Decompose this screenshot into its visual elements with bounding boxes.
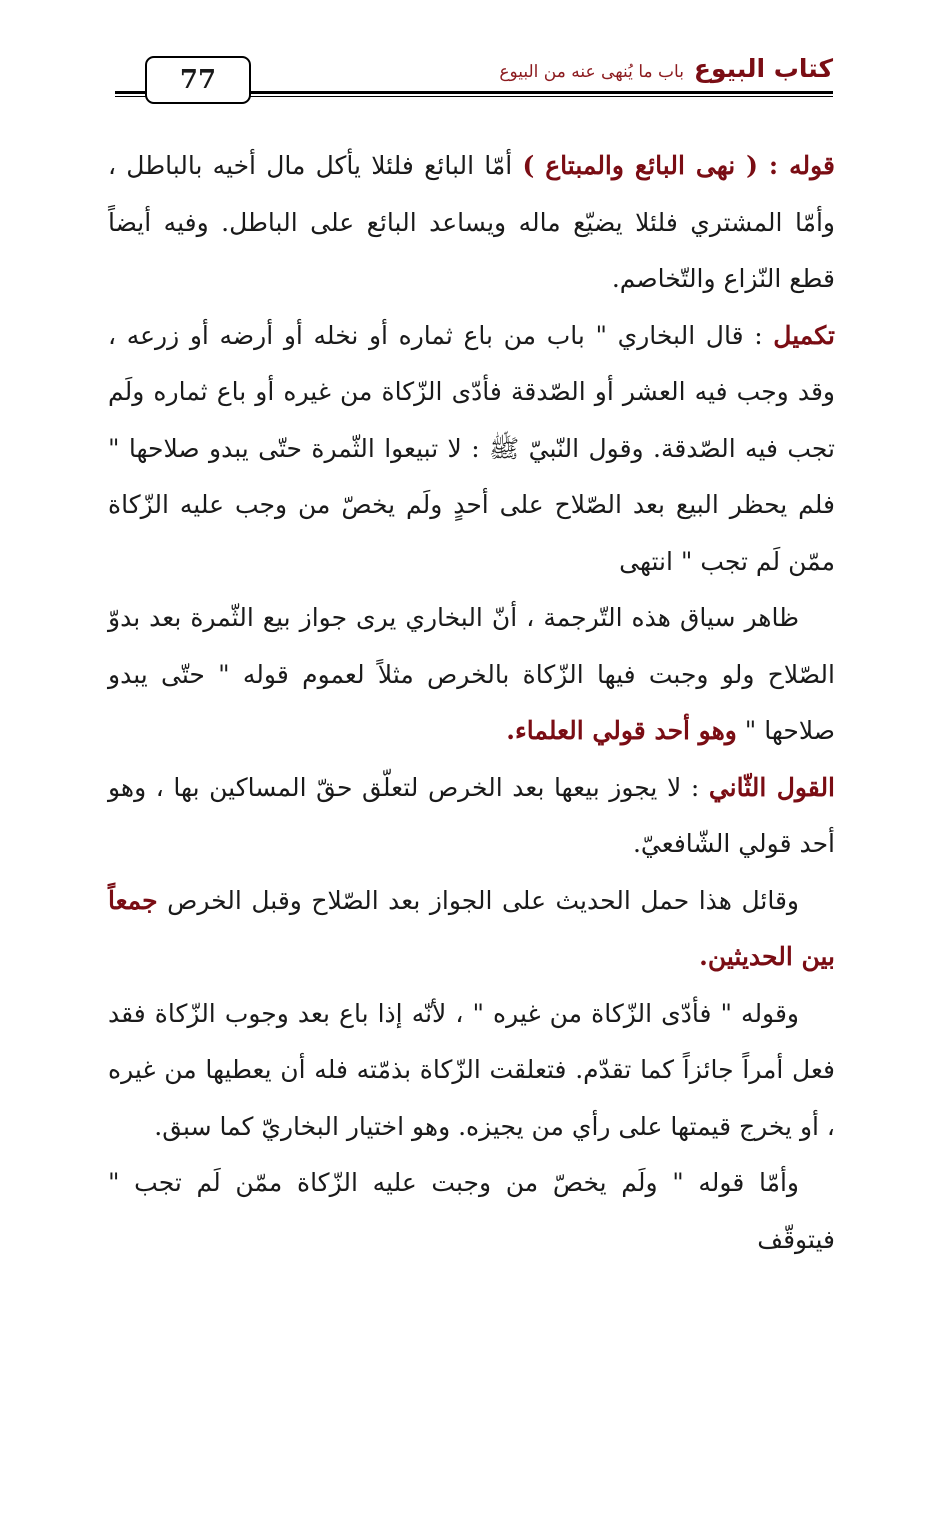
- page-number: 77: [145, 56, 251, 104]
- paragraph-text: ظاهر سياق هذه التّرجمة ، أنّ البخاري يرى جواز بيع الثّمرة بعد بدوّ الصّلاح ولو وجبت فيها الزّكاة بالخرص مثلاً لعموم قوله " حتّى يبدو صلاحها ": [108, 603, 835, 745]
- paragraph-1: [108, 138, 835, 308]
- paragraph-label: تكميل: [773, 320, 835, 350]
- paragraph-6: [108, 986, 835, 1156]
- paragraph-3: [108, 590, 835, 760]
- paragraph-text: : لا يجوز بيعها بعد الخرص لتعلّق حقّ المساكين بها ، وهو أحد قولي الشّافعيّ.: [108, 772, 835, 858]
- paragraph-label: قوله : ( نهى البائع والمبتاع ): [522, 151, 836, 180]
- highlight-text: وهو أحد قولي العلماء.: [506, 716, 737, 745]
- paragraph-text: أمّا البائع فلئلا يأكل مال أخيه بالباطل ، وأمّا المشتري فلئلا يضيّع ماله ويساعد البائع على الباطل. وفيه أيضاً قطع النّزاع والتّخاصم.: [108, 151, 835, 293]
- paragraph-7: [108, 1155, 835, 1268]
- paragraph-text: وأمّا قوله " ولَم يخصّ من وجبت عليه الزّكاة ممّن لَم تجب " فيتوقّف: [108, 1168, 835, 1254]
- book-title: كتاب البيوع: [693, 54, 833, 83]
- paragraph-5: [108, 873, 835, 986]
- running-head: [499, 54, 833, 83]
- paragraph-text: : قال البخاري " باب من باع ثماره أو نخله أو أرضه أو زرعه ، وقد وجب فيه العشر أو الصّدقة فأدّى الزّكاة من غيره أو باع ثماره ولَم تجب فيه الصّدقة. وقول النّبيّ ﷺ : لا تبيعوا الثّمرة حتّى يبدو صلاحها " فلم يحظر البيع بعد الصّلاح على أحدٍ ولَم يخصّ من وجب عليه الزّكاة ممّن لَم تجب " انتهى: [108, 320, 835, 576]
- paragraph-4: [108, 760, 835, 873]
- page-header: [115, 52, 833, 98]
- paragraph-2: [108, 308, 835, 591]
- paragraph-label: القول الثّاني: [708, 772, 836, 802]
- paragraph-text: وقائل هذا حمل الحديث على الجواز بعد الصّلاح وقبل الخرص: [157, 885, 799, 915]
- paragraph-text: وقوله " فأدّى الزّكاة من غيره " ، لأنّه إذا باع بعد وجوب الزّكاة فقد فعل أمراً جائزاً كما تقدّم. فتعلقت الزّكاة بذمّته فله أن يعطيها من غيره ، أو يخرج قيمتها على رأي من يجيزه. وهو اختيار البخاريّ كما سبق.: [108, 998, 835, 1141]
- highlight-text: جمعاً بين الحديثين.: [108, 885, 835, 971]
- page-body: [108, 138, 835, 1268]
- chapter-title: باب ما يُنهى عنه من البيوع: [499, 62, 684, 82]
